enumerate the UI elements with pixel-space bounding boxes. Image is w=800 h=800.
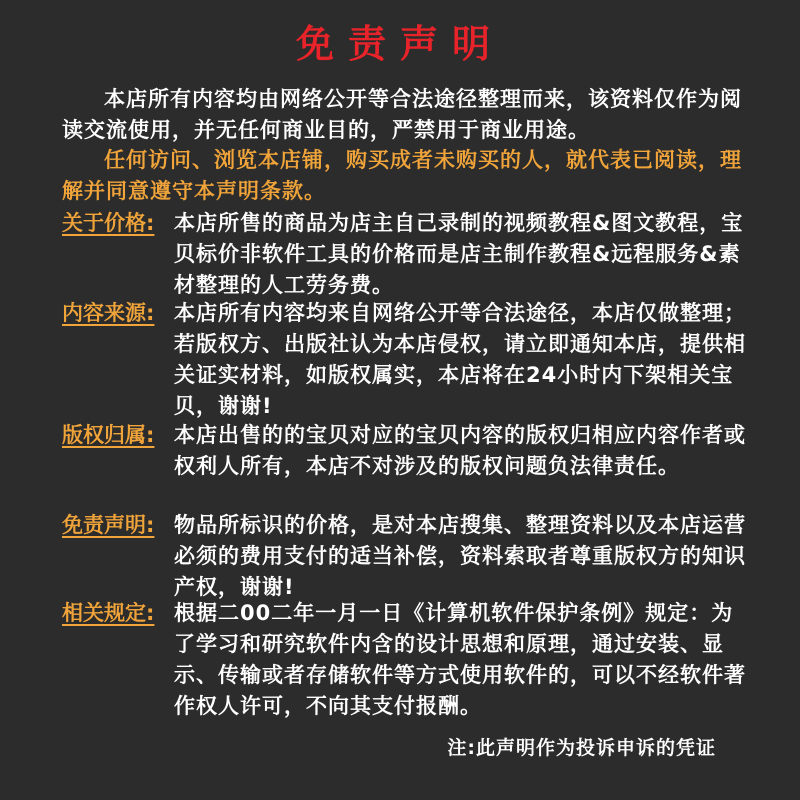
intro-notice-paragraph: 任何访问、浏览本店铺，购买成者未购买的人，就代表已阅读，理解并同意遵守本声明条款。 [62, 148, 742, 203]
section-label: 关于价格: [62, 211, 155, 235]
section-text: 本店出售的的宝贝对应的宝贝内容的版权归相应内容作者或权利人所有，本店不对涉及的版权问题负法律责任。 [174, 423, 746, 478]
section-text: 根据二00二年一月一日《计算机软件保护条例》规定：为了学习和研究软件内含的设计思想和原理，通过安装、显示、传输或者存储软件等方式使用软件的，可以不经软件著作权人许可，不向其支付报酬。 [174, 601, 746, 718]
section-text: 物品所标识的价格，是对本店搜集、整理资料以及本店运营必须的费用支付的适当补偿，资料索取者尊重版权方的知识产权，谢谢! [174, 513, 746, 599]
page-title: 免责声明 [295, 22, 504, 66]
section-label: 版权归属: [62, 423, 155, 447]
section-label: 免责声明: [62, 513, 155, 537]
section-text: 本店所售的商品为店主自己录制的视频教程&图文教程，宝贝标价非软件工具的价格而是店主制作教程&远程服务&素材整理的人工劳务费。 [174, 211, 744, 297]
footer-note: 注:此声明作为投诉申诉的凭证 [447, 737, 716, 759]
section-label: 内容来源: [62, 301, 155, 325]
section-label: 相关规定: [62, 601, 155, 625]
section-text: 本店所有内容均来自网络公开等合法途径，本店仅做整理；若版权方、出版社认为本店侵权，请立即通知本店，提供相关证实材料，如版权属实，本店将在24小时内下架相关宝贝，谢谢! [174, 301, 746, 418]
intro-paragraph: 本店所有内容均由网络公开等合法途径整理而来，该资料仅作为阅读交流使用，并无任何商业目的，严禁用于商业用途。 [62, 87, 742, 142]
